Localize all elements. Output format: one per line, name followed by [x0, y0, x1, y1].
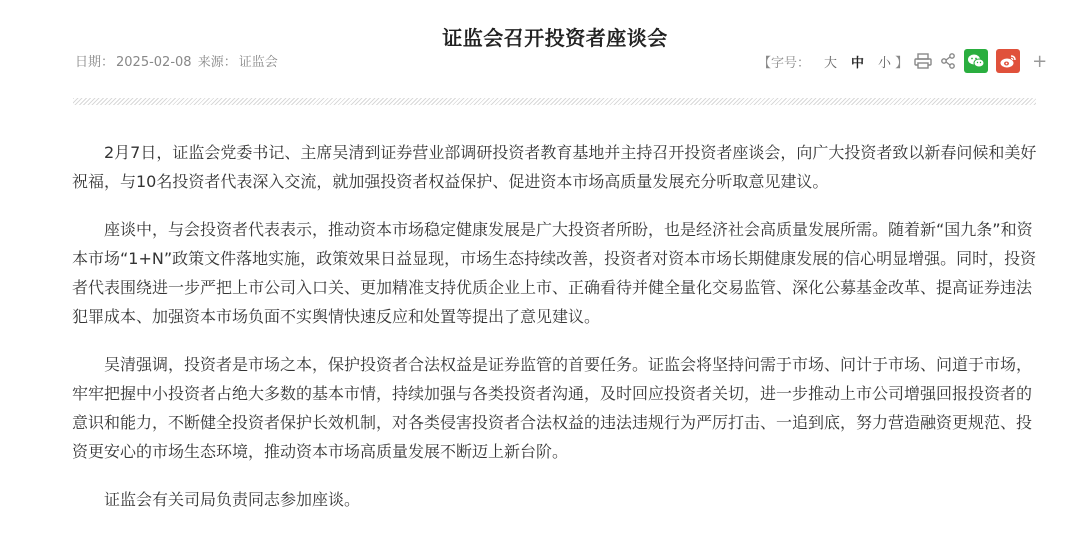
article-toolbar: [758, 47, 1047, 75]
print-icon[interactable]: [914, 53, 932, 69]
font-size-bracket: 】: [895, 55, 909, 71]
weibo-icon[interactable]: [996, 49, 1020, 73]
date-label: 日期：: [75, 55, 115, 70]
font-size-small-button[interactable]: 小: [878, 55, 892, 71]
title-divider: [73, 98, 1036, 105]
article-paragraph-3: 吴清强调，投资者是市场之本，保护投资者合法权益是证券监管的首要任务。证监会将坚持问需于市场、问计于市场、问道于市场，牢牢把握中小投资者占绝大多数的基本市情，持续加强与各类投资者沟通，及时回应投资者关切，进一步推动上市公司增强回报投资者的意识和能力，不断健全投资者保护长效机制，对各类侵害投资者合法权益的违法违规行为严厉打击、一追到底，努力营造融资更规范、投资更安心的市场生态环境，推动资本市场高质量发展不断迈上新台阶。: [72, 355, 1033, 461]
font-size-label: 【字号：: [758, 55, 811, 71]
share-icon[interactable]: [940, 53, 956, 69]
article-date: 2025-02-08: [116, 55, 192, 70]
font-size-medium-button[interactable]: 中: [851, 55, 865, 71]
article-source: 证监会: [238, 55, 278, 70]
font-size-large-button[interactable]: 大: [824, 55, 838, 71]
source-label: 来源：: [197, 55, 237, 70]
article-title: 证监会召开投资者座谈会: [442, 26, 668, 50]
wechat-icon[interactable]: [964, 49, 988, 73]
article-body: [72, 138, 1037, 533]
article-meta: [75, 51, 280, 70]
plus-icon[interactable]: +: [1032, 50, 1048, 72]
article-paragraph-2: 座谈中，与会投资者代表表示，推动资本市场稳定健康发展是广大投资者所盼，也是经济社会高质量发展所需。随着新“国九条”和资本市场“1+N”政策文件落地实施，政策效果日益显现，市场生态持续改善，投资者对资本市场长期健康发展的信心明显增强。同时，投资者代表围绕进一步严把上市公司入口关、更加精准支持优质企业上市、正确看待并健全量化交易监管、深化公募基金改革、提高证券违法犯罪成本、加强资本市场负面不实舆情快速反应和处置等提出了意见建议。: [72, 220, 1037, 326]
article-paragraph-4: 证监会有关司局负责同志参加座谈。: [104, 490, 361, 509]
article-paragraph-1: 2月7日，证监会党委书记、主席吴清到证券营业部调研投资者教育基地并主持召开投资者座谈会，向广大投资者致以新春问候和美好祝福，与10名投资者代表深入交流，就加强投资者权益保护、促进资本市场高质量发展充分听取意见建议。: [72, 143, 1037, 191]
